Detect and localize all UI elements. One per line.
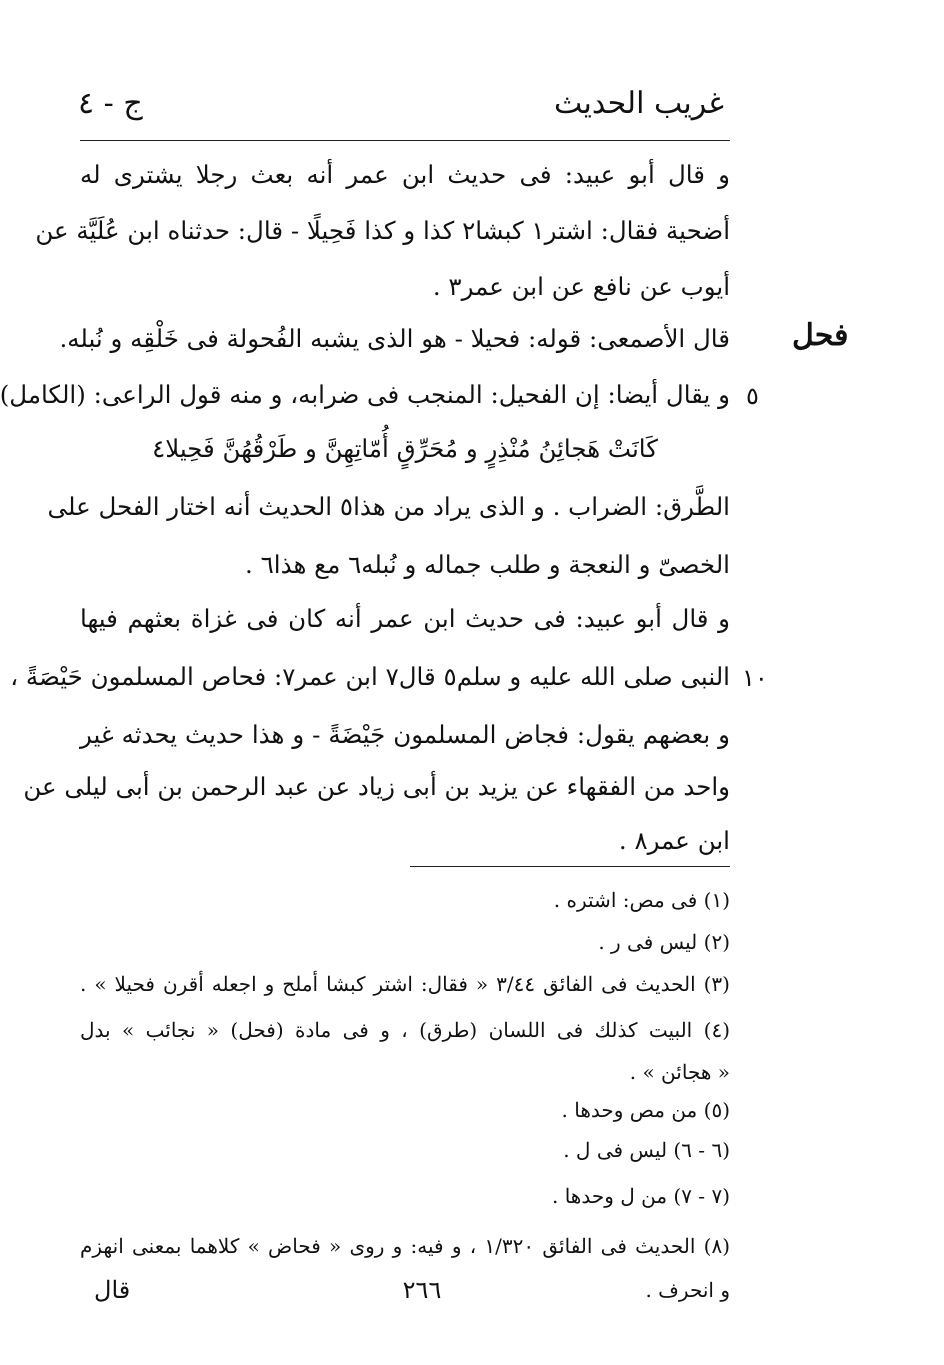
body-line: و بعضهم يقول: فجاض المسلمون جَيْضَةً - و هذا حديث يحدثه غير — [80, 720, 730, 749]
body-line: الخصىّ و النعجة و طلب جماله و نُبله٦ مع هذا٦ . — [245, 550, 730, 579]
footnote: (١) فى مص: اشتره . — [553, 888, 730, 912]
body-line: واحد من الفقهاء عن يزيد بن أبى زياد عن عبد الرحمن بن أبى ليلى عن — [23, 772, 730, 801]
footnote: (٥) من مص وحدها . — [561, 1098, 730, 1122]
footnote: و انحرف . — [645, 1278, 730, 1302]
body-line: قال الأصمعى: قوله: فحيلا - هو الذى يشبه الفُحولة فى خَلْقِه و نُبله. — [59, 324, 730, 353]
header-divider — [80, 140, 730, 141]
body-line: ابن عمر٨ . — [618, 826, 730, 855]
running-title: غريب الحديث — [554, 86, 724, 121]
body-line: و يقال أيضا: إن الفحيل: المنجب فى ضرابه، و منه قول الراعى: (الكامل) — [0, 380, 730, 409]
footnote: (٣) الحديث فى الفائق ٣/٤٤ « فقال: اشتر كبشا أملح و اجعله أقرن فحيلا » . — [80, 972, 730, 996]
page-number: ٢٦٦ — [402, 1276, 442, 1304]
volume-label: ج - ٤ — [78, 86, 143, 121]
line-number-10: ١٠ — [742, 664, 768, 692]
body-line: أيوب عن نافع عن ابن عمر٣ . — [432, 272, 730, 301]
body-line: الطَّرق: الضراب . و الذى يراد من هذا٥ الحديث أنه اختار الفحل على — [47, 492, 730, 521]
footnote: (٨) الحديث فى الفائق ١/٣٢٠ ، و فيه: و روى « فحاض » كلاهما بمعنى انهزم — [80, 1234, 730, 1258]
footnote: (٦ - ٦) ليس فى ل . — [563, 1138, 730, 1162]
footnote: « هجائن » . — [629, 1060, 730, 1084]
footnote: (٤) البيت كذلك فى اللسان (طرق) ، و فى مادة (فحل) « نجائب » بدل — [80, 1018, 730, 1042]
line-number-5: ٥ — [746, 382, 759, 410]
footnote: (٧ - ٧) من ل وحدها . — [551, 1184, 730, 1208]
footnote-divider — [410, 866, 730, 867]
margin-keyword: فحل — [792, 318, 849, 353]
body-line: النبى صلى الله عليه و سلم٥ قال٧ ابن عمر٧: فحاص المسلمون حَيْصَةً ، — [10, 662, 730, 691]
body-line: و قال أبو عبيد: فى حديث ابن عمر أنه بعث رجلا يشترى له — [80, 160, 730, 189]
footnote: (٢) ليس فى ر . — [598, 930, 730, 954]
body-line: أضحية فقال: اشتر١ كبشا٢ كذا و كذا فَحِيلًا - قال: حدثناه ابن عُلَيَّة عن — [35, 216, 730, 245]
body-line: و قال أبو عبيد: فى حديث ابن عمر أنه كان فى غزاة بعثهم فيها — [80, 604, 730, 633]
poem-verse: كَانَتْ هَجائِنُ مُنْذِرٍ و مُحَرِّقٍ أُمّاتِهِنَّ و طَرْقُهُنَّ فَحِيلا٤ — [152, 434, 658, 463]
catchword: قال — [94, 1276, 131, 1304]
